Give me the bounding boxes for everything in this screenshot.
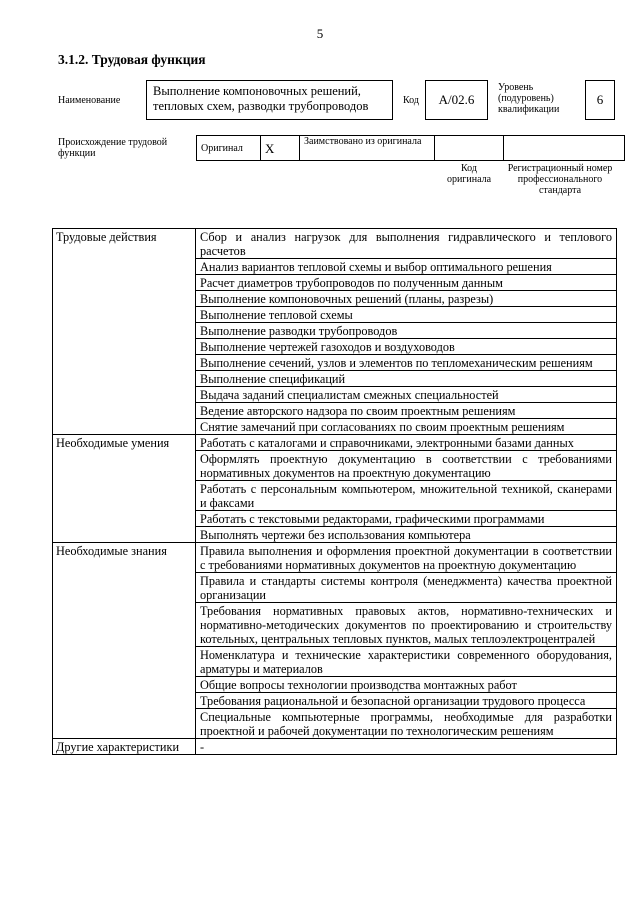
level-value-box [585, 80, 615, 120]
section-item: Выполнять чертежи без использования компьютера [196, 527, 617, 543]
section-label: Другие характеристики [53, 739, 196, 755]
section-item: Анализ вариантов тепловой схемы и выбор оптимального решения [196, 259, 617, 275]
name-value-box [146, 80, 393, 120]
function-table [52, 228, 617, 755]
section-item: Работать с каталогами и справочниками, электронными базами данных [196, 435, 617, 451]
reg-number-caption: Регистрационный номер профессионального стандарта [507, 163, 613, 196]
name-label: Наименование [58, 95, 121, 106]
section-item: Работать с персональным компьютером, множительной техникой, сканерами и факсами [196, 481, 617, 511]
origin-table [196, 135, 625, 161]
table-row [53, 739, 617, 755]
section-item: Работать с текстовыми редакторами, графическими программами [196, 511, 617, 527]
code-original-cell [435, 136, 504, 161]
section-title: 3.1.2. Трудовая функция [58, 52, 206, 67]
section-item: Оформлять проектную документацию в соответствии с требованиями нормативных документов на проектную документацию [196, 451, 617, 481]
code-original-caption: Код оригинала [446, 163, 492, 185]
table-row [53, 543, 617, 573]
table-row [53, 435, 617, 451]
level-label: Уровень (подуровень) квалификации [498, 82, 560, 115]
section-item: Правила выполнения и оформления проектной документации в соответствии с требованиями нормативных документов на проектную документацию [196, 543, 617, 573]
original-mark: X [261, 136, 300, 161]
section-item: Требования нормативных правовых актов, нормативно-технических и нормативно-методических документов по проектированию и строительству котельных, центральных тепловых пунктов, малых теплоэлектроцентралей [196, 603, 617, 647]
original-label: Оригинал [197, 136, 261, 161]
section-item: Выполнение чертежей газоходов и воздуховодов [196, 339, 617, 355]
section-item: Выдача заданий специалистам смежных специальностей [196, 387, 617, 403]
reg-number-cell [504, 136, 625, 161]
code-value: А/02.6 [438, 92, 475, 107]
level-value: 6 [596, 92, 604, 107]
section-label: Трудовые действия [53, 229, 196, 435]
code-value-box [425, 80, 488, 120]
section-item: Снятие замечаний при согласованиях по своим проектным решениям [196, 419, 617, 435]
section-item: Номенклатура и технические характеристики современного оборудования, арматуры и материалов [196, 647, 617, 677]
page-number: 5 [316, 26, 324, 41]
name-value: Выполнение компоновочных решений, тепловых схем, разводки трубопроводов [153, 84, 369, 113]
section-item: Правила и стандарты системы контроля (менеджмента) качества проектной организации [196, 573, 617, 603]
section-item: Выполнение компоновочных решений (планы, разрезы) [196, 291, 617, 307]
borrowed-label: Заимствовано из оригинала [300, 136, 435, 161]
table-row [53, 229, 617, 259]
code-label: Код [403, 95, 419, 106]
section-label: Необходимые умения [53, 435, 196, 543]
origin-label: Происхождение трудовой функции [58, 137, 168, 159]
section-item: Расчет диаметров трубопроводов по полученным данным [196, 275, 617, 291]
section-label: Необходимые знания [53, 543, 196, 739]
section-item: Выполнение разводки трубопроводов [196, 323, 617, 339]
section-item: Общие вопросы технологии производства монтажных работ [196, 677, 617, 693]
section-item: Специальные компьютерные программы, необходимые для разработки проектной и рабочей документации по технологическим решениям [196, 709, 617, 739]
section-item: Выполнение спецификаций [196, 371, 617, 387]
section-item: - [196, 739, 617, 755]
section-item: Сбор и анализ нагрузок для выполнения гидравлического и теплового расчетов [196, 229, 617, 259]
section-item: Выполнение сечений, узлов и элементов по тепломеханическим решениям [196, 355, 617, 371]
section-item: Ведение авторского надзора по своим проектным решениям [196, 403, 617, 419]
section-item: Требования рациональной и безопасной организации трудового процесса [196, 693, 617, 709]
section-item: Выполнение тепловой схемы [196, 307, 617, 323]
